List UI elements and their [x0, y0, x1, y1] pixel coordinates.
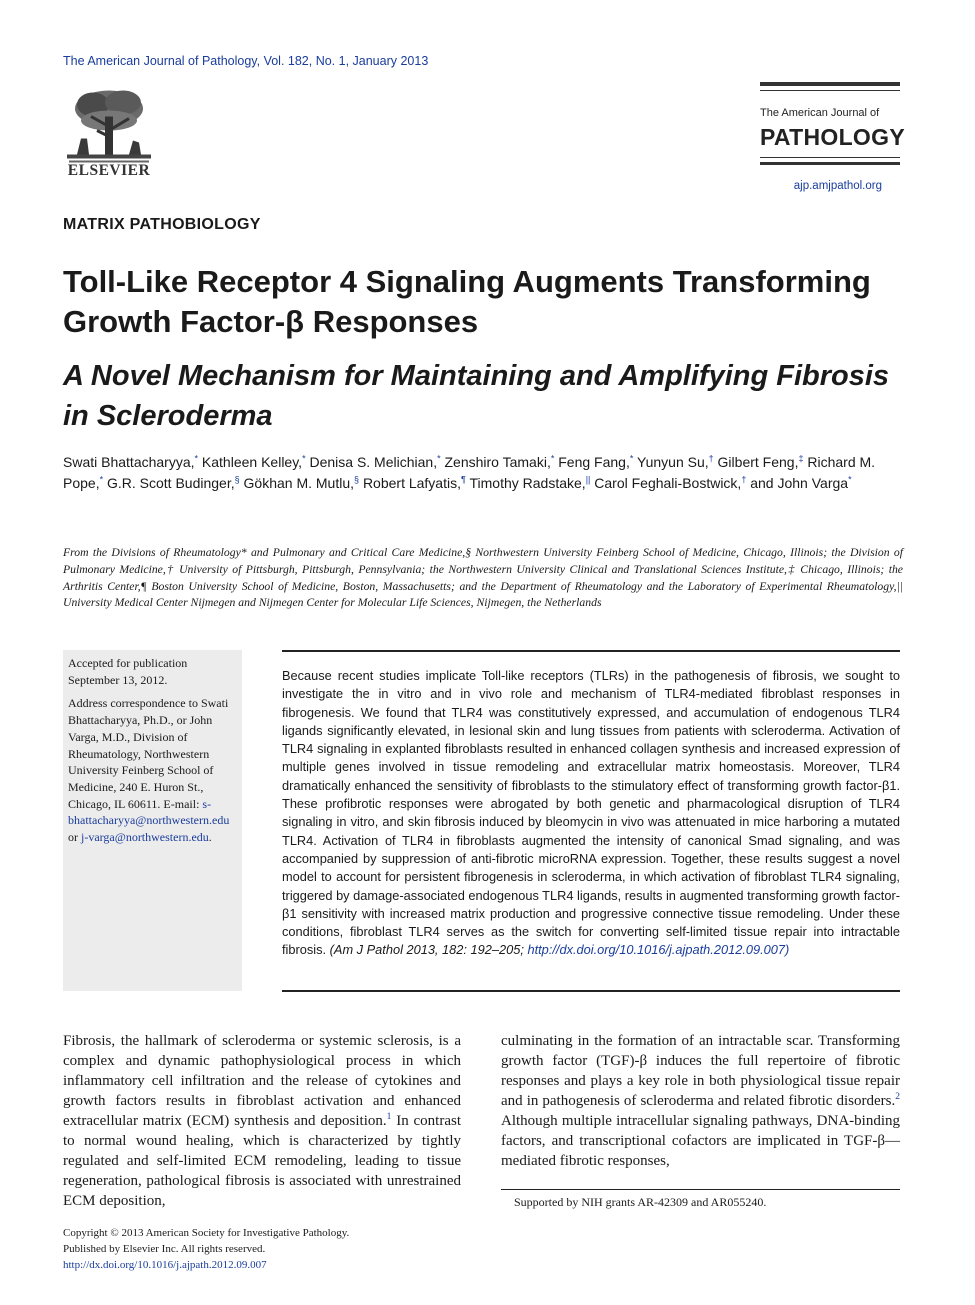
body-column-left: [63, 1031, 461, 1211]
elsevier-wordmark: ELSEVIER: [67, 162, 151, 179]
abstract-doi-link[interactable]: http://dx.doi.org/10.1016/j.ajpath.2012.09.007): [527, 942, 790, 958]
funding-footnote: Supported by NIH grants AR-42309 and AR055240.: [514, 1195, 767, 1209]
author-affiliation-mark: ¶: [461, 473, 466, 484]
author-name-text: Robert Lafyatis,: [362, 474, 461, 491]
author-name-text: Timothy Radstake,: [469, 474, 586, 491]
body-right-text-a: culminating in the formation of an intractable scar. Transforming growth factor (TGF)-β induces the full repertoire of fibrotic responses and plays a key role in both physiological tissue repair and in pathogenesis of scleroderma and related fibrotic disorders.: [501, 1033, 900, 1109]
author-name: [594, 475, 746, 491]
author-affiliation-mark: *: [99, 473, 104, 484]
footnote-rule: [501, 1189, 900, 1190]
author-name: [469, 475, 590, 491]
article-info-text: [68, 655, 240, 853]
abstract-citation: (Am J Pathol 2013, 182: 192–205;: [329, 942, 524, 958]
reference-2-link[interactable]: 2: [895, 1092, 900, 1102]
author-name: [244, 475, 360, 491]
author-name: [718, 454, 804, 470]
author-name-text: Richard M. Pope,: [63, 454, 876, 491]
author-name-text: Yunyun Su,: [637, 454, 709, 470]
author-name-text: Denisa S. Melichian,: [309, 454, 438, 470]
author-name: [637, 454, 714, 470]
journal-brand-small: The American Journal of: [760, 107, 880, 119]
author-name: [445, 454, 555, 470]
correspondence-intro: Address correspondence to Swati Bhattacharyya, Ph.D., or John Varga, M.D., Division of Rheumatology, Northwestern University Feinberg School of Medicine, 240 E. Huron St., Chicago, IL 60611. E-mail:: [68, 696, 229, 811]
author-affiliation-mark: ||: [585, 473, 591, 484]
accepted-date: Accepted for publication September 13, 2012.: [68, 656, 188, 687]
author-affiliation-mark: †: [708, 453, 714, 464]
affiliations: From the Divisions of Rheumatology* and Pulmonary and Critical Care Medicine,§ Northwestern University Feinberg School of Medicine, Chicago, Illinois; the Division of Pulmonary Medicine,† University of Pittsburgh, Pittsburgh, Pennsylvania; the Northwestern University Clinical and Translational Sciences Institute,‡ Chicago, Illinois; the Arthritis Center,¶ Boston University School of Medicine, Boston, Massachusetts; and the Department of Rheumatology and the Laboratory of Experimental Rheumatology,|| University Medical Center Nijmegen and Nijmegen Center for Molecular Life Sciences, Nijmegen, the Netherlands: [63, 546, 903, 610]
author-name-text: Gilbert Feng,: [717, 454, 799, 470]
abstract-rule-top: [282, 650, 900, 652]
author-name: [309, 454, 440, 470]
author-name: [202, 454, 306, 470]
author-name: [750, 475, 851, 491]
author-name-text: Carol Feghali-Bostwick,: [594, 474, 742, 491]
author-name-text: Gökhan M. Mutlu,: [243, 474, 355, 491]
publisher-line: Published by Elsevier Inc. All rights reserved.: [63, 1243, 266, 1255]
author-list: [63, 452, 903, 493]
body-left-text-a: Fibrosis, the hallmark of scleroderma or systemic sclerosis, is a complex and dynamic pathophysiological process in which inflammatory cell infiltration and the release of cytokines and growth factors results in fibroblast activation and enhanced extracellular matrix (ECM) synthesis and deposition.: [63, 1033, 461, 1129]
author-name-text: Zenshiro Tamaki,: [444, 454, 551, 470]
copyright-line: Copyright © 2013 American Society for Investigative Pathology.: [63, 1227, 350, 1239]
author-affiliation-mark: *: [302, 453, 306, 464]
body-column-right: [501, 1031, 900, 1171]
journal-brand-pathology: PATHOLOGY: [760, 124, 905, 150]
author-name: [558, 454, 633, 470]
author-name-text: G.R. Scott Budinger,: [107, 474, 235, 491]
author-name: [107, 475, 240, 491]
correspondence-address: [68, 695, 240, 845]
author-name-text: Kathleen Kelley,: [201, 454, 303, 470]
author-affiliation-mark: †: [741, 473, 747, 484]
author-affiliation-mark: *: [629, 453, 634, 464]
author-affiliation-mark: §: [234, 473, 240, 484]
email-or: or: [68, 830, 78, 845]
brand-rule-thin: [760, 90, 900, 91]
email-link-bhattacharyya[interactable]: s-bhattacharyya@northwestern.edu: [68, 796, 230, 828]
author-name-text: and John Varga: [750, 474, 849, 491]
author-name-text: Feng Fang,: [558, 454, 630, 470]
body-left-text-b: In contrast to normal wound healing, which is characterized by tightly regulated and self-limited ECM remodeling, leading to tissue regeneration, pathological fibrosis is associated with unrestrained ECM deposition,: [63, 1113, 461, 1209]
author-affiliation-mark: *: [550, 453, 555, 464]
abstract: [282, 667, 900, 960]
brand-rule-thin-bottom: [760, 157, 900, 158]
author-affiliation-mark: §: [354, 473, 360, 484]
footer-doi-link[interactable]: http://dx.doi.org/10.1016/j.ajpath.2012.09.007: [63, 1259, 267, 1271]
abstract-rule-bottom: [282, 990, 900, 992]
author-affiliation-mark: *: [194, 453, 199, 464]
author-affiliation-mark: *: [848, 473, 852, 484]
brand-rule-bottom: [760, 162, 900, 165]
journal-citation-line[interactable]: The American Journal of Pathology, Vol. 182, No. 1, January 2013: [63, 54, 429, 68]
article-title: Toll-Like Receptor 4 Signaling Augments Transforming Growth Factor-β Responses: [63, 264, 871, 339]
article-subtitle: A Novel Mechanism for Maintaining and Amplifying Fibrosis in Scleroderma: [63, 360, 890, 432]
author-name-text: Swati Bhattacharyya,: [63, 454, 195, 470]
section-label: MATRIX PATHOBIOLOGY: [63, 216, 261, 233]
reference-1-link[interactable]: 1: [386, 1112, 392, 1122]
journal-url-link[interactable]: ajp.amjpathol.org: [793, 180, 882, 192]
author-name: [63, 454, 198, 470]
author-name: [363, 475, 466, 491]
abstract-body: Because recent studies implicate Toll-like receptors (TLRs) in the pathogenesis of fibrosis, we sought to investigate the in vitro and in vivo role and mechanism of TLR4-mediated fibroblast responses in fibrogenesis. We found that TLR4 was constitutively expressed, and accumulation of endogenous TLR4 ligands significantly elevated, in lesional skin and lung tissues from patients with scleroderma. Activation of TLR4 signaling in explanted fibroblasts resulted in enhanced collagen synthesis and increased expression of multiple genes involved in tissue remodeling and extracellular matrix homeostasis. Moreover, TLR4 dramatically enhanced the sensitivity of fibroblasts to the stimulatory effect of transforming growth factor-β1. These profibrotic responses were abrogated by both genetic and pharmacological disruption of TLR4 signaling in vitro, and skin fibrosis induced by bleomycin in vivo was attenuated in mice harboring a mutated TLR4. Activation of TLR4 in fibroblasts augmented the intensity of canonical Smad signaling, and was accompanied by suppression of anti-fibrotic microRNA expression. Together, these results suggest a novel model to account for persistent fibrogenesis in scleroderma, in which activation of fibroblast TLR4 signaling, triggered by damage-associated endogenous TLR4 ligands, results in augmented transforming growth factor-β1 sensitivity with increased matrix production and progressive connective tissue remodeling. Under these conditions, fibroblast TLR4 serves as the switch for converting self-limited tissue repair into intractable fibrosis.: [282, 668, 900, 958]
brand-rule-top: [760, 82, 900, 86]
author-affiliation-mark: ‡: [798, 453, 804, 464]
body-right-text-b: Although multiple intracellular signaling pathways, DNA-binding factors, and transcriptional cofactors are implicated in TGF-β—mediated fibrotic responses,: [501, 1113, 900, 1169]
author-affiliation-mark: *: [437, 453, 441, 464]
email-link-varga[interactable]: j-varga@northwestern.edu: [81, 830, 209, 845]
email-end: .: [208, 830, 212, 845]
copyright-footer: [63, 1225, 483, 1273]
